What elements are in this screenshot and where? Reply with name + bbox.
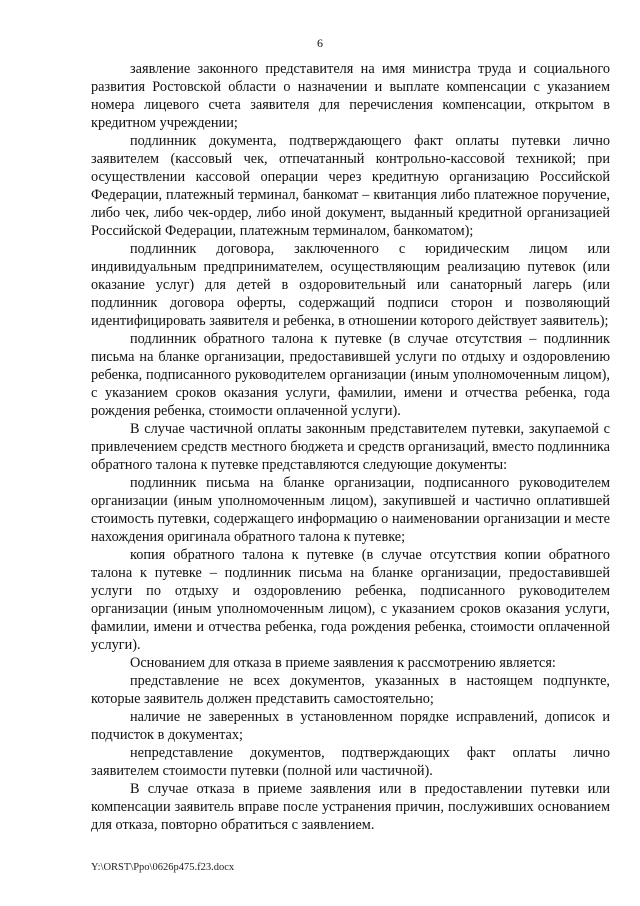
paragraph-uncertified-corrections: наличие не заверенных в установленном порядке исправлений, дописок и подчисток в документах; (91, 709, 610, 743)
paragraph-return-coupon: подлинник обратного талона к путевке (в случае отсутствия – подлинник письма на бланке организации, предоставившей услуги по отдыху и оздоровлению ребенка, подписанного руководителем организации (иным уполномоченным лицом), с указанием сроков оказания услуги, фамилии, имени и отчества ребенка, года рождения ребенка, стоимости оплаченной услуги). (91, 331, 610, 419)
document-body (91, 60, 610, 834)
paragraph-reapplication: В случае отказа в приеме заявления или в предоставлении путевки или компенсации заявитель вправе после устранения причин, послуживших основанием для отказа, повторно обратиться с заявлением. (91, 781, 610, 833)
paragraph-application-statement: заявление законного представителя на имя министра труда и социального развития Ростовской области о назначении и выплате компенсации с указанием номера лицевого счета заявителя для перечисления компенсации, открытом в кредитном учреждении; (91, 61, 610, 131)
paragraph-incomplete-documents: представление не всех документов, указанных в настоящем подпункте, которые заявитель должен представить самостоятельно; (91, 673, 610, 707)
paragraph-no-payment-proof: непредставление документов, подтверждающих факт оплаты лично заявителем стоимости путевки (полной или частичной). (91, 745, 610, 779)
paragraph-payment-proof: подлинник документа, подтверждающего факт оплаты путевки лично заявителем (кассовый чек, отпечатанный контрольно-кассовой техникой; при осуществлении кассовой операции через кредитную организацию Российской Федерации, платежный терминал, банкомат – квитанция либо платежное поручение, либо чек, либо чек-ордер, либо иной документ, выданный кредитной организацией Российской Федерации, платежным терминалом, банкоматом); (91, 133, 610, 239)
paragraph-organization-letter: подлинник письма на бланке организации, подписанного руководителем организации (иным уполномоченным лицом), закупившей и частично оплатившей стоимость путевки, содержащего информацию о наименовании организации и месте нахождения оригинала обратного талона к путевке; (91, 475, 610, 545)
footer-file-path: Y:\ORST\Ppo\0626p475.f23.docx (91, 862, 235, 873)
paragraph-coupon-copy: копия обратного талона к путевке (в случае отсутствия копии обратного талона к путевке – подлинник письма на бланке организации, предоставившей услуги по отдыху и оздоровлению ребенка, подписанного руководителем организации (иным уполномоченным лицом), с указанием сроков оказания услуги, фамилии, имени и отчества ребенка, года рождения ребенка, стоимости оплаченной услуги). (91, 547, 610, 653)
paragraph-contract-original: подлинник договора, заключенного с юридическим лицом или индивидуальным предпринимателем, осуществляющим реализацию путевок (или оказание услуг) для детей в оздоровительный или санаторный лагерь (или подлинник договора оферты, содержащий подписи сторон и позволяющий идентифицировать заявителя и ребенка, в отношении которого действует заявитель); (91, 241, 610, 329)
paragraph-refusal-grounds: Основанием для отказа в приеме заявления к рассмотрению является: (130, 655, 556, 671)
page-number: 6 (317, 36, 323, 50)
paragraph-partial-payment: В случае частичной оплаты законным представителем путевки, закупаемой с привлечением средств местного бюджета и средств организаций, вместо подлинника обратного талона к путевке представляются следующие документы: (91, 421, 610, 473)
